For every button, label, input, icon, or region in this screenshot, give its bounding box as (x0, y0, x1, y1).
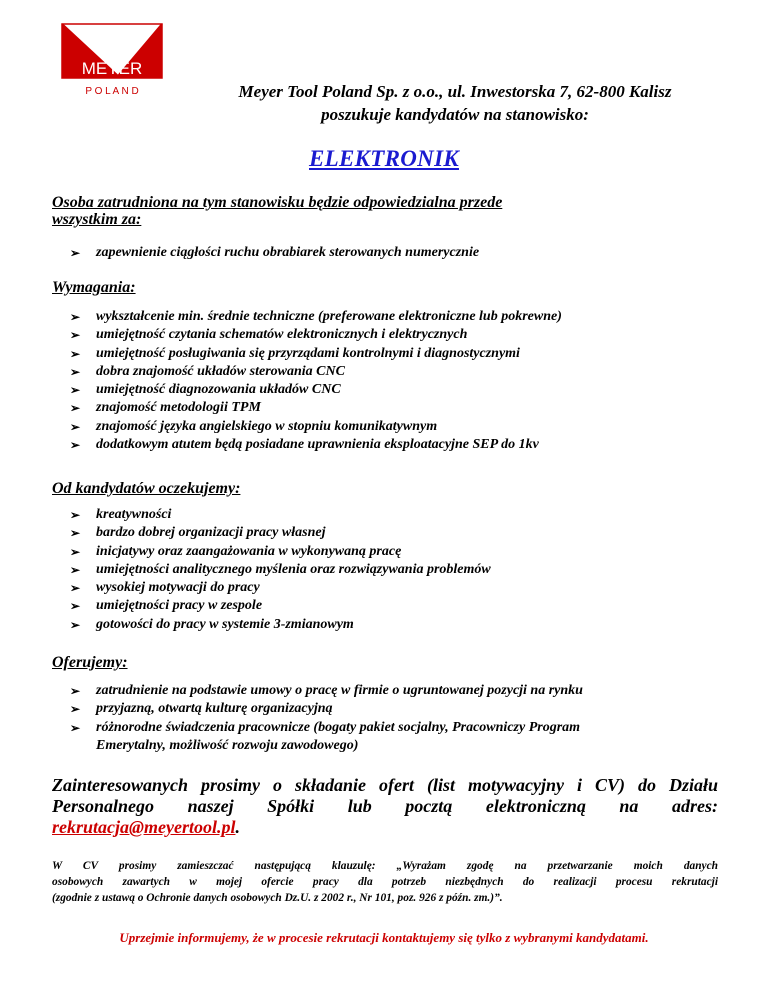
bullet-arrow-icon: ➢ (70, 383, 81, 398)
contact-notice: Uprzejmie informujemy, że w procesie rekrutacji kontaktujemy się tylko z wybranymi kandydatami. (119, 930, 649, 945)
header-line-1: Meyer Tool Poland Sp. z o.o., ul. Inwestorska 7, 62-800 Kalisz (238, 82, 672, 101)
company-header (160, 80, 750, 126)
offer-list (70, 682, 583, 755)
list-item (70, 345, 562, 363)
list-item (70, 381, 562, 399)
logo-text: MEYER (81, 59, 143, 78)
clause-line-2: osobowych zawartych w mojej ofercie pracy dla potrzeb niezbędnych do realizacji procesu rekrutacji (52, 876, 718, 888)
bullet-arrow-icon: ➢ (70, 246, 81, 260)
apply-line-2: Personalnego naszej Spółki lub pocztą elektroniczną na adres: (52, 796, 718, 816)
bullet-arrow-icon: ➢ (70, 684, 81, 698)
application-instructions (52, 775, 718, 838)
expectations-heading: Od kandydatów oczekujemy: (52, 480, 241, 497)
list-item (70, 579, 491, 597)
list-item (70, 561, 491, 579)
list-item (70, 506, 491, 524)
logo-subtext: P O L A N D (85, 86, 139, 97)
bullet-arrow-icon: ➢ (70, 346, 81, 361)
job-title: ELEKTRONIK (309, 146, 459, 171)
list-item (70, 682, 583, 700)
email-link[interactable]: rekrutacja@meyertool.pl (52, 817, 236, 837)
clause-line-3: (zgodnie z ustawą o Ochronie danych osobowych Dz.U. z 2002 r., Nr 101, poz. 926 z późn. zm.)”. (52, 892, 503, 904)
list-item-text: umiejętność czytania schematów elektronicznych i elektrycznych (96, 327, 468, 343)
logo-graphic (60, 20, 170, 102)
list-item (70, 399, 562, 417)
list-item-text: inicjatywy oraz zaangażowania w wykonywaną pracę (96, 543, 402, 559)
bullet-arrow-icon: ➢ (70, 562, 81, 577)
bullet-arrow-icon: ➢ (70, 401, 81, 416)
bullet-arrow-icon: ➢ (70, 328, 81, 343)
list-item (70, 363, 562, 381)
apply-line-1: Zainteresowanych prosimy o składanie ofert (list motywacyjny i CV) do Działu (52, 775, 718, 795)
list-item-text: wykształcenie min. średnie techniczne (preferowane elektroniczne lub pokrewne) (96, 309, 562, 324)
bullet-arrow-icon: ➢ (70, 438, 81, 453)
list-item-text: kreatywności (96, 507, 172, 522)
company-logo (60, 20, 170, 102)
requirements-list (70, 308, 562, 454)
list-item-text: dobra znajomość układów sterowania CNC (96, 363, 345, 379)
list-item-text: zatrudnienie na podstawie umowy o pracę w firmie o ugruntowanej pozycji na rynku (96, 683, 583, 698)
list-item (70, 616, 491, 634)
list-item (70, 524, 491, 542)
list-item (70, 436, 562, 454)
list-item-text: znajomość metodologii TPM (96, 400, 261, 416)
list-item-text: gotowości do pracy w systemie 3-zmianowym (96, 616, 354, 632)
responsibilities-list (70, 244, 479, 262)
list-item-text-continued: Emerytalny, możliwość rozwoju zawodowego) (96, 737, 359, 753)
responsibilities-heading (52, 194, 502, 228)
bullet-arrow-icon: ➢ (70, 544, 81, 559)
list-item (70, 418, 562, 436)
bullet-arrow-icon: ➢ (70, 720, 81, 735)
list-item-text: przyjazną, otwartą kulturę organizacyjną (96, 701, 333, 717)
list-item (70, 700, 583, 718)
bullet-arrow-icon: ➢ (70, 310, 81, 324)
list-item-text: umiejętność posługiwania się przyrządami kontrolnymi i diagnostycznymi (96, 345, 520, 361)
offer-heading: Oferujemy: (52, 654, 128, 671)
consent-clause (52, 858, 718, 906)
list-item-text: różnorodne świadczenia pracownicze (bogaty pakiet socjalny, Pracowniczy Program (96, 719, 581, 735)
bullet-arrow-icon: ➢ (70, 581, 81, 596)
requirements-heading: Wymagania: (52, 279, 136, 296)
responsibilities-heading-line-2: wszystkim za: (52, 211, 142, 228)
list-item-text: umiejętność diagnozowania układów CNC (96, 382, 341, 398)
list-item-text: umiejętności analitycznego myślenia oraz rozwiązywania problemów (96, 561, 491, 577)
bullet-arrow-icon: ➢ (70, 526, 81, 541)
bullet-arrow-icon: ➢ (70, 617, 81, 632)
apply-period: . (235, 817, 240, 837)
expectations-list (70, 506, 491, 634)
header-line-2: poszukuje kandydatów na stanowisko: (321, 105, 589, 124)
list-item-text: umiejętności pracy w zespole (96, 598, 263, 614)
bullet-arrow-icon: ➢ (70, 508, 81, 522)
list-item (70, 597, 491, 615)
bullet-arrow-icon: ➢ (70, 702, 81, 717)
list-item (70, 543, 491, 561)
list-item-text: bardzo dobrej organizacji pracy własnej (96, 525, 326, 541)
list-item (70, 308, 562, 326)
bullet-arrow-icon: ➢ (70, 419, 81, 434)
list-item-text: wysokiej motywacji do pracy (96, 580, 260, 596)
bullet-arrow-icon: ➢ (70, 599, 81, 614)
list-item-text: zapewnienie ciągłości ruchu obrabiarek sterowanych numerycznie (96, 245, 480, 260)
list-item (70, 244, 479, 262)
list-item-text: znajomość języka angielskiego w stopniu komunikatywnym (96, 418, 438, 434)
bullet-arrow-icon: ➢ (70, 364, 81, 379)
clause-line-1: W CV prosimy zamieszczać następującą klauzulę: „Wyrażam zgodę na przetwarzanie moich danych (52, 860, 718, 872)
list-item-text: dodatkowym atutem będą posiadane uprawnienia eksploatacyjne SEP do 1kv (96, 437, 539, 453)
responsibilities-heading-line-1: Osoba zatrudniona na tym stanowisku będzie odpowiedzialna przede (52, 194, 503, 211)
list-item (70, 326, 562, 344)
list-item (70, 719, 583, 756)
